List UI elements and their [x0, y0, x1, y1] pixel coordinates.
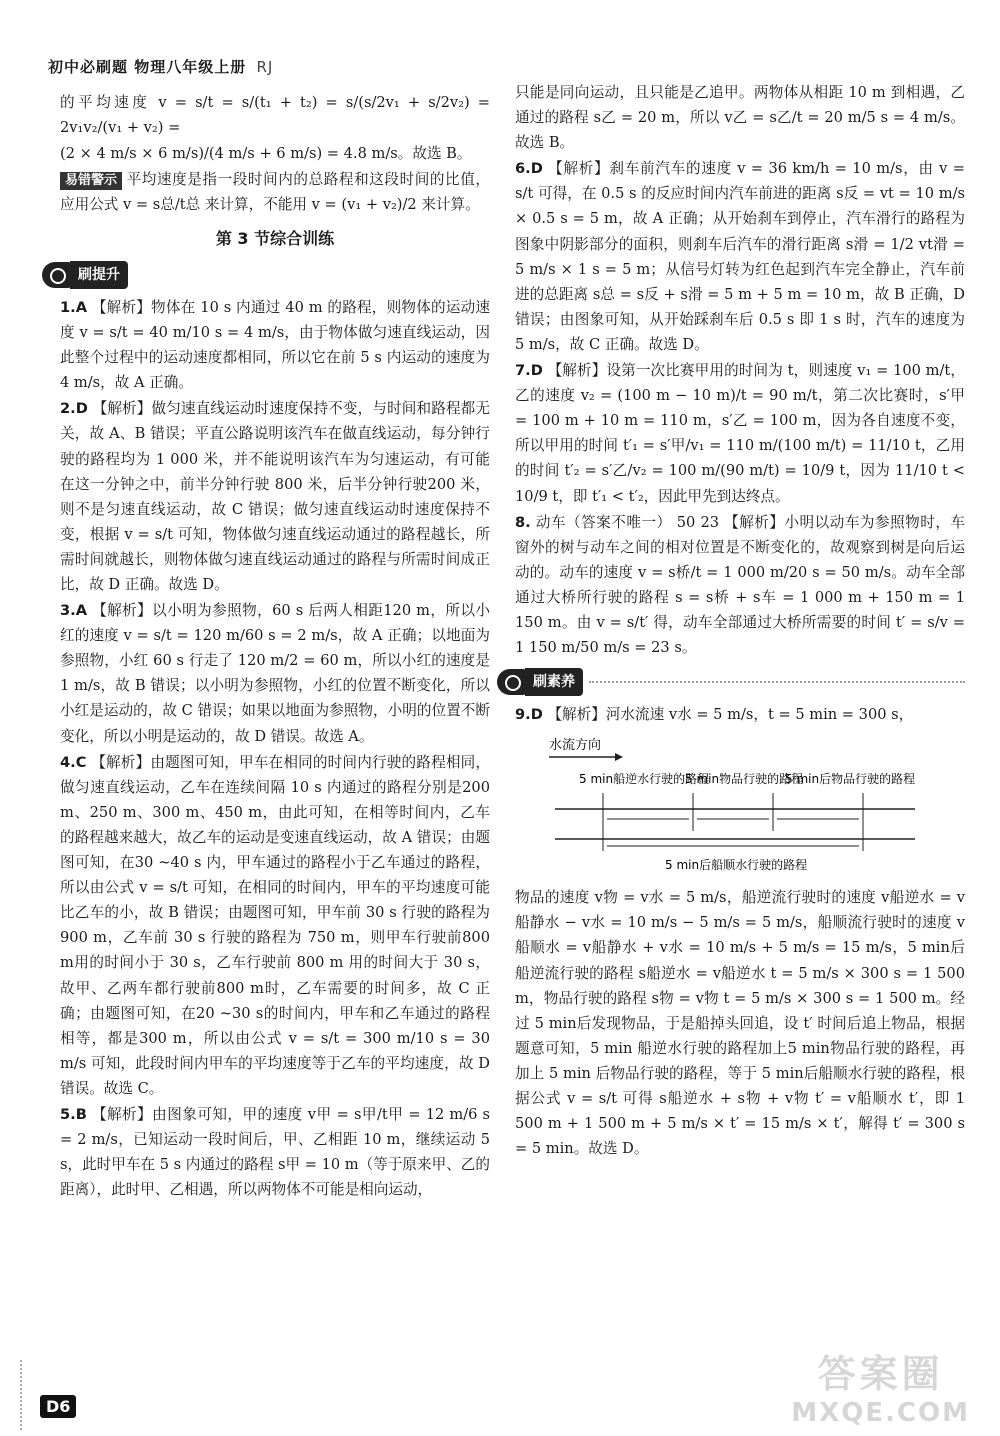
segment-label-3: 5 min后物品行驶的路程: [785, 772, 916, 787]
badge-practice-label: 刷提升: [70, 261, 128, 289]
answer-continuation: 物品的速度 v物 = v水 = 5 m/s，船逆流行驶时的速度 v船逆水 = v船静水 − v水 = 10 m/s − 5 m/s = 5 m/s，船顺流行驶时的速度 v船顺水 = v船静水 + v水 = 10 m/s + 5 m/s = 15 m/s，5 min后船逆流行驶的路程 s船逆水 = v船逆水 t = 5 m/s × 300 s = 1 500 m，物品行驶的路程 s物 = v物 t = 5 m/s × 300 s = 1 500 m。经过 5 min后发现物品，于是船掉头回追，设 t′ 时间后追上物品，根据题意可知，5 min 船逆水行驶的路程加上5 min物品行驶的路程，再加上 5 min 后物品行驶的路程，等于 5 min后船顺水行驶的路程，根据公式 v = s/t 可得 s船逆水 + s物 + v物 t′ = v船顺水 t′，即 1 500 m + 1 500 m + 5 m/s × t′ = 15 m/s × t′，解得 t′ = 300 s = 5 min。故选 D。: [515, 889, 965, 1158]
answer-number: 8.: [515, 513, 531, 531]
answer-item: [515, 358, 965, 509]
badge-literacy-label: 刷素养: [525, 668, 583, 696]
answer-text: 【解析】物体在 10 s 内通过 40 m 的路程，则物体的运动速度 v = s/t = 40 m/10 s = 4 m/s，由于物体做匀速直线运动，因此整个过程中的运动速度都相同，所以它在前 5 s 内运动的速度为 4 m/s，故 A 正确。: [60, 298, 491, 392]
section-title: 第 3 节综合训练: [215, 229, 335, 249]
page-number: D6: [40, 1395, 76, 1418]
river-diagram-svg: [515, 731, 935, 881]
answer-item: [515, 156, 965, 357]
answer-item: [515, 510, 965, 661]
dotted-divider: [589, 681, 965, 683]
answer-text: 【解析】河水流速 v水 = 5 m/s，t = 5 min = 300 s，: [547, 706, 914, 724]
segment-label-2: 5 min物品行驶的路程: [685, 772, 804, 787]
answer-text: 【解析】设第一次比赛甲用的时间为 t，则速度 v₁ = 100 m/t，乙的速度 v₂ = (100 m − 10 m)/t = 90 m/t，第二次比赛时，s′甲 = 100 m + 10 m = 110 m，s′乙 = 100 m，因为各自速度不变，所以甲用的时间 t′₁ = s′甲/v₁ = 110 m/(100 m/t) = 11/10 t，乙用的时间 t′₂ = s′乙/v₂ = 100 m/(90 m/t) = 10/9 t，因为 11/10 t < 10/9 t，即 t′₁ < t′₂，因此甲先到达终点。: [515, 362, 966, 505]
answer-number: 2.D: [60, 400, 88, 418]
brush-icon: [42, 262, 72, 288]
margin-dots: [20, 1360, 34, 1430]
watermark-line-2: MXQE.COM: [791, 1398, 970, 1428]
answer-number: 6.D: [515, 160, 543, 178]
watermark-line-1: 答案圈: [817, 1352, 944, 1396]
answer-number: 4.C: [60, 753, 87, 771]
river-diagram: [515, 731, 965, 881]
answer-item: [515, 80, 965, 155]
badge-literacy: [497, 668, 965, 696]
watermark: [791, 1343, 970, 1428]
tip-label: 易错警示: [60, 172, 122, 190]
answer-number: 1.A: [60, 298, 87, 316]
answer-text: 【解析】由题图可知，甲车在相同的时间内行驶的路程相同，做匀速直线运动，乙车在连续间隔 10 s 内通过的路程分别是200 m、250 m、300 m、450 m，由此可知，在相等时间内，乙车的路程越来越大，故乙车的运动是变速直线运动，故 A 错误；由题图可知，在30 ~40 s 内，甲车通过的路程小于乙车通过的路程，所以由公式 v = s/t 可知，在相同的时间内，甲车的平均速度可能比乙车的小，故 B 错误；由题图可知，甲车前 30 s 行驶的路程为 900 m，乙车前 30 s 行驶的路程为 750 m，则甲车行驶前800 m用的时间小于 30 s，乙车行驶前 800 m 用的时间大于 30 s，故甲、乙两车都行驶前800 m时，乙车需要的时间多，故 C 正确；由题图可知，在20 ~30 s的时间内，甲车和乙车通过的路程相等，都是300 m，所以由公式 v = s/t = 300 m/10 s = 30 m/s 可知，此段时间内甲车的平均速度等于乙车的平均速度，故 D 错误。故选 C。: [60, 753, 490, 1097]
answer-item: [515, 702, 965, 727]
answer-item: [60, 750, 490, 1101]
brush-icon: [497, 669, 527, 695]
answer-text: 【解析】以小明为参照物，60 s 后两人相距120 m，所以小红的速度 v = s/t = 120 m/60 s = 2 m/s，故 A 正确；以地面为参照物，小红 60 s 行走了 120 m/2 = 60 m，所以小红的速度是 1 m/s，故 B 错误；以小明为参照物，小红的位置不断变化，所以小红是运动的，故 C 错误；如果以地面为参照物，小明的位置不断变化，所以小明是运动的，故 D 错误。故选 A。: [60, 602, 491, 745]
answer-item: [60, 598, 490, 749]
edition-tag: RJ: [256, 58, 274, 76]
answer-item: [60, 1102, 490, 1202]
flow-arrowhead: [615, 753, 623, 761]
page-header: [48, 56, 273, 77]
right-column: [515, 80, 965, 1162]
badge-practice: [42, 261, 490, 289]
answer-text: 只能是同向运动，且只能是乙追甲。两物体从相距 10 m 到相遇，乙通过的路程 s乙 = 20 m，所以 v乙 = s乙/t = 20 m/5 s = 4 m/s。故选 B。: [515, 84, 965, 152]
answer-text: 【解析】做匀速直线运动时速度保持不变，与时间和路程都无关，故 A、B 错误；平直公路说明该汽车在做直线运动，每分钟行驶的路程均为 1 000 米，并不能说明该汽车为匀速运动，有可能在这一分钟之中，前半分钟行驶 800 米，后半分钟行驶200 米，则不是匀速直线运动，故 C 错误；做匀速直线运动时速度保持不变，根据 v = s/t 可知，物体做匀速直线运动通过的路程越长，所需时间就越长，则物体做匀速直线运动通过的路程与所需时间成正比，故 D 正确。故选 D。: [60, 400, 490, 594]
intro-line-2: (2 × 4 m/s × 6 m/s)/(4 m/s + 6 m/s) = 4.8 m/s。故选 B。: [60, 145, 472, 163]
segment-label-1: 5 min船逆水行驶的路程: [579, 772, 710, 787]
answer-item: [60, 295, 490, 395]
tip-text: 平均速度是指一段时间内的总路程和这段时间的比值，应用公式 v = s总/t总 来计算，不能用 v = (v₁ + v₂)/2 来计算。: [60, 171, 490, 214]
answer-number: 5.B: [60, 1105, 87, 1123]
tip-paragraph: [60, 167, 490, 217]
bottom-span-label: 5 min后船顺水行驶的路程: [665, 858, 808, 873]
answer-text: 【解析】刹车前汽车的速度 v = 36 km/h = 10 m/s，由 v = s/t 可得，在 0.5 s 的反应时间内汽车前进的距离 s反 = vt = 10 m/s × 0.5 s = 5 m，故 A 正确；从开始刹车到停止，汽车滑行的路程为图象中阴影部分的面积，则刹车后汽车的滑行距离 s滑 = 1/2 vt滑 = 5 m/s × 1 s = 5 m；从信号灯转为红色起到汽车完全静止，汽车前进的总距离 s总 = s反 + s滑 = 5 m + 5 m = 10 m，故 B 正确，D 错误；由图象可知，从开始踩刹车后 0.5 s 即 1 s 时，汽车的速度为 5 m/s，故 C 正确。故选 D。: [515, 160, 965, 353]
answer-number: 9.D: [515, 706, 543, 724]
left-column: [60, 90, 490, 1203]
answer-number: 7.D: [515, 362, 543, 380]
flow-direction-label: 水流方向: [549, 738, 602, 754]
answer-item: [60, 396, 490, 597]
answer-number: 3.A: [60, 602, 87, 620]
intro-line-1: 的平均速度 v = s/t = s/(t₁ + t₂) = s/(s/2v₁ + s/2v₂) = 2v₁v₂/(v₁ + v₂) =: [60, 94, 490, 137]
answer-text: 【解析】由图象可知，甲的速度 v甲 = s甲/t甲 = 12 m/6 s = 2 m/s，已知运动一段时间后，甲、乙相距 10 m，继续运动 5 s，此时甲车在 5 s 内通过的路程 s甲 = 10 m（等于原来甲、乙的距离），此时甲、乙相遇，所以两物体不可能是相向运动，: [60, 1105, 491, 1199]
answer-text: 动车（答案不唯一） 50 23 【解析】小明以动车为参照物时，车窗外的树与动车之间的相对位置是不断变化的，故观察到树是向后运动的。动车的速度 v = s桥/t = 1 000 m/20 s = 50 m/s。动车全部通过大桥所行驶的路程 s = s桥 + s车 = 1 000 m + 150 m = 1 150 m。由 v = s/t′ 得，动车全部通过大桥所需要的时间 t′ = s/v = 1 150 m/50 m/s = 23 s。: [515, 513, 966, 657]
book-title: 初中必刷题 物理八年级上册: [48, 58, 247, 76]
